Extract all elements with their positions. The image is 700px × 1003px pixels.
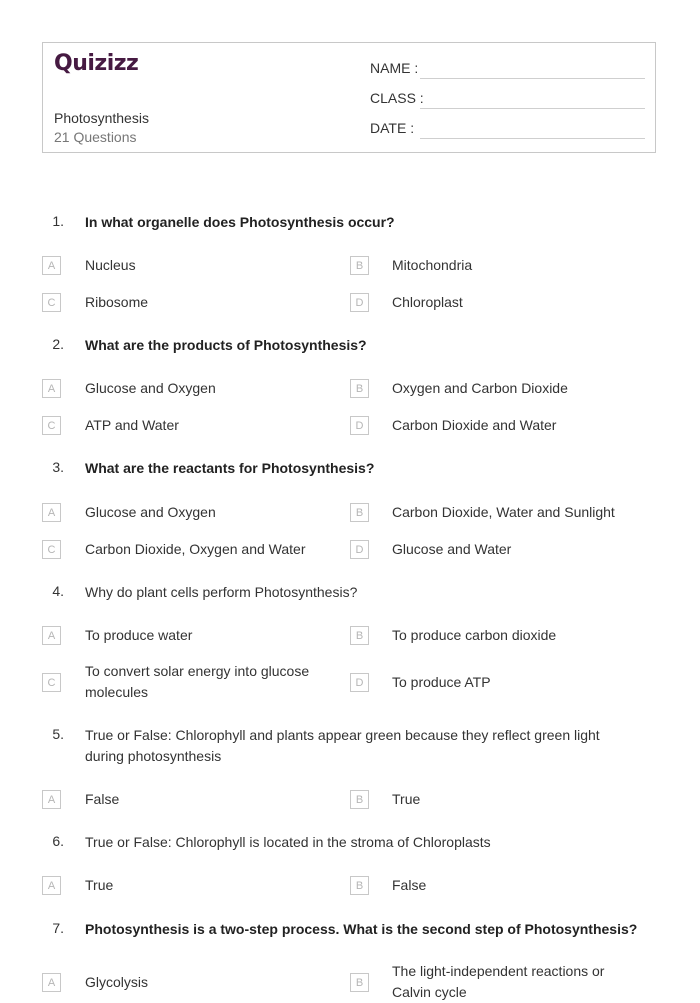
option-text: Oxygen and Carbon Dioxide <box>392 380 568 396</box>
option-letter: B <box>350 256 369 275</box>
option-text: Glucose and Water <box>392 541 512 557</box>
option-text: To convert solar energy into glucose molecules <box>85 663 310 700</box>
option-letter: B <box>350 876 369 895</box>
question-text: What are the reactants for Photosynthesis? <box>85 460 375 476</box>
question-number: 3. <box>52 459 64 475</box>
option-text: To produce water <box>85 627 193 643</box>
question-text: True or False: Chlorophyll and plants appear green because they reflect green light during photosynthesis <box>85 727 600 764</box>
option-text: True <box>392 791 421 807</box>
question-text: What are the products of Photosynthesis? <box>85 337 367 353</box>
question-number: 7. <box>52 920 64 936</box>
option-text: Glycolysis <box>85 974 149 990</box>
option-letter: B <box>350 626 369 645</box>
option-text: Ribosome <box>85 294 149 310</box>
option-text: Carbon Dioxide and Water <box>392 417 557 433</box>
option-text: Chloroplast <box>392 294 463 310</box>
option-letter: A <box>42 626 61 645</box>
option-text: Glucose and Oxygen <box>85 380 216 396</box>
option-text: Mitochondria <box>392 257 473 273</box>
option-letter: B <box>350 973 369 992</box>
option-text: ATP and Water <box>85 417 179 433</box>
option-letter: A <box>42 790 61 809</box>
option-letter: A <box>42 876 61 895</box>
quizizz-logo: Quizizz <box>54 51 139 76</box>
option-letter: B <box>350 790 369 809</box>
option-letter: A <box>42 256 61 275</box>
worksheet-title: Photosynthesis <box>54 110 149 126</box>
question-number: 1. <box>52 213 64 229</box>
option-text: True <box>85 877 114 893</box>
option-letter: D <box>350 540 369 559</box>
option-text: The light-independent reactions or Calvin cycle <box>392 963 605 1000</box>
option-letter: B <box>350 503 369 522</box>
question-number: 2. <box>52 336 64 352</box>
option-letter: C <box>42 416 61 435</box>
option-text: To produce ATP <box>392 674 491 690</box>
option-letter: C <box>42 293 61 312</box>
option-letter: A <box>42 973 61 992</box>
class-line <box>420 108 645 109</box>
option-letter: B <box>350 379 369 398</box>
question-number: 5. <box>52 726 64 742</box>
class-label: CLASS : <box>370 90 424 106</box>
option-letter: A <box>42 379 61 398</box>
option-letter: D <box>350 416 369 435</box>
worksheet-header <box>42 42 656 153</box>
question-text: True or False: Chlorophyll is located in the stroma of Chloroplasts <box>85 834 491 850</box>
name-line <box>420 78 645 79</box>
date-label: DATE : <box>370 120 415 136</box>
option-text: Carbon Dioxide, Water and Sunlight <box>392 504 615 520</box>
question-text: Why do plant cells perform Photosynthesis? <box>85 584 358 600</box>
name-label: NAME : <box>370 60 419 76</box>
option-text: Nucleus <box>85 257 136 273</box>
option-letter: C <box>42 673 61 692</box>
option-letter: C <box>42 540 61 559</box>
option-letter: A <box>42 503 61 522</box>
option-text: Glucose and Oxygen <box>85 504 216 520</box>
question-number: 4. <box>52 583 64 599</box>
option-letter: D <box>350 293 369 312</box>
option-text: To produce carbon dioxide <box>392 627 557 643</box>
option-text: False <box>85 791 120 807</box>
question-text: Photosynthesis is a two-step process. What is the second step of Photosynthesis? <box>85 921 638 937</box>
question-count: 21 Questions <box>54 129 137 145</box>
option-text: False <box>392 877 427 893</box>
option-text: Carbon Dioxide, Oxygen and Water <box>85 541 306 557</box>
question-number: 6. <box>52 833 64 849</box>
question-text: In what organelle does Photosynthesis occur? <box>85 214 395 230</box>
option-letter: D <box>350 673 369 692</box>
date-line <box>420 138 645 139</box>
